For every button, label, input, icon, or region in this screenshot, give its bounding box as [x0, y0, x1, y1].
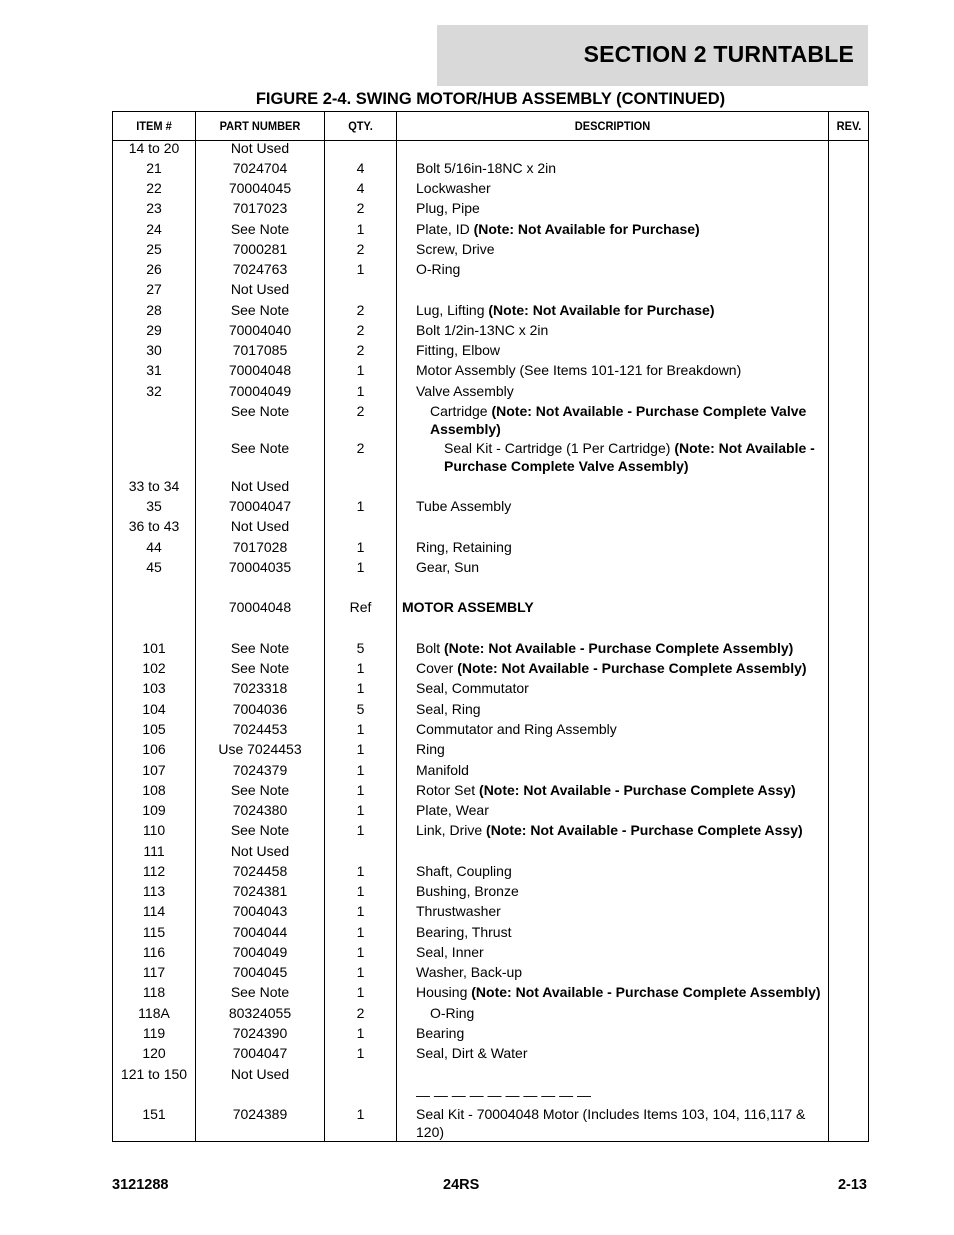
part-number: 7024453 [232, 721, 288, 737]
item-number: 110 [142, 822, 166, 838]
item-number: 105 [142, 721, 166, 737]
quantity: 1 [356, 903, 365, 919]
quantity: 1 [356, 498, 365, 514]
description-text: Ring [416, 741, 445, 757]
description-text: Lockwasher [416, 180, 491, 196]
item-number: 25 [146, 241, 162, 257]
description [416, 984, 826, 1002]
item-number: 106 [142, 741, 166, 757]
description [430, 403, 826, 438]
quantity: 1 [356, 721, 365, 737]
description [416, 1025, 826, 1043]
item-number: 108 [142, 782, 166, 798]
description-text: O-Ring [416, 261, 461, 277]
column-divider [828, 112, 829, 1141]
description [416, 180, 826, 198]
item-number: 107 [142, 762, 166, 778]
quantity: 1 [356, 362, 365, 378]
description-text: Lug, Lifting [416, 302, 489, 318]
description-text: Washer, Back-up [416, 964, 523, 980]
description-text: Seal, Commutator [416, 680, 529, 696]
part-number: 7017085 [232, 342, 288, 358]
description [416, 342, 826, 360]
description-text: Plate, Wear [416, 802, 489, 818]
quantity: 4 [356, 160, 365, 176]
description [416, 539, 826, 557]
description-text: Shaft, Coupling [416, 863, 512, 879]
part-number: 7023318 [232, 680, 288, 696]
description [416, 241, 826, 259]
description-note: (Note: Not Available - Purchase Complete Valve Assembly) [444, 440, 815, 474]
quantity: 1 [356, 782, 365, 798]
description-text: Tube Assembly [416, 498, 512, 514]
part-number: 70004047 [228, 498, 292, 514]
description-note: (Note: Not Available for Purchase) [473, 221, 700, 237]
quantity: 2 [356, 302, 365, 318]
description [416, 944, 826, 962]
quantity: 1 [356, 1106, 365, 1122]
item-number: 27 [146, 281, 162, 297]
part-number: See Note [230, 640, 290, 656]
header-part-number: PART NUMBER [219, 119, 301, 133]
quantity: 2 [356, 403, 365, 419]
quantity: 1 [356, 822, 365, 838]
quantity: 2 [356, 1005, 365, 1021]
part-number: 70004048 [228, 599, 292, 615]
part-number: 7004045 [232, 964, 288, 980]
header-description: DESCRIPTION [574, 119, 651, 133]
item-number: 104 [142, 701, 166, 717]
description [416, 302, 826, 320]
quantity: 1 [356, 924, 365, 940]
figure-title: FIGURE 2-4. SWING MOTOR/HUB ASSEMBLY (CONTINUED) [255, 90, 726, 108]
description [416, 383, 826, 401]
column-divider [396, 112, 397, 1141]
item-number: 109 [142, 802, 166, 818]
part-number: 7024390 [232, 1025, 288, 1041]
description-text: Bolt [416, 640, 445, 656]
item-number: 30 [146, 342, 162, 358]
quantity: 5 [356, 701, 365, 717]
description [416, 863, 826, 881]
description-text: Cover [416, 660, 458, 676]
item-number: 21 [146, 160, 162, 176]
item-number: 101 [142, 640, 166, 656]
description-note: (Note: Not Available - Purchase Complete Assembly) [457, 660, 807, 676]
description [416, 741, 826, 759]
description-text: Manifold [416, 762, 469, 778]
header-qty: QTY. [348, 119, 373, 133]
section-banner [437, 25, 868, 86]
description [416, 660, 826, 678]
parts-table [112, 111, 869, 1142]
item-number: 121 to 150 [120, 1066, 188, 1082]
quantity: 2 [356, 241, 365, 257]
item-number: 118A [138, 1005, 170, 1021]
description-text: Rotor Set [416, 782, 480, 798]
description-text: O-Ring [430, 1005, 475, 1021]
description [416, 822, 826, 840]
description [416, 903, 826, 921]
description-text: Cartridge [430, 403, 492, 419]
part-number: Not Used [230, 518, 290, 534]
description-text: Link, Drive [416, 822, 487, 838]
part-number: 70004040 [228, 322, 292, 338]
quantity: 1 [356, 660, 365, 676]
description [416, 261, 826, 279]
quantity: 1 [356, 1045, 365, 1061]
description-text: Bearing [416, 1025, 465, 1041]
description [416, 640, 826, 658]
description-text: Gear, Sun [416, 559, 480, 575]
quantity: 1 [356, 539, 365, 555]
part-number: 7024389 [232, 1106, 288, 1122]
part-number: Not Used [230, 478, 290, 494]
description [416, 924, 826, 942]
part-number: 7000281 [232, 241, 288, 257]
description-text: Bolt 5/16in-18NC x 2in [416, 160, 557, 176]
part-number: 7004047 [232, 1045, 288, 1061]
item-number: 116 [142, 944, 166, 960]
item-number: 26 [146, 261, 162, 277]
item-number: 23 [146, 200, 162, 216]
description [416, 883, 826, 901]
description [416, 680, 826, 698]
part-number: 7004044 [232, 924, 288, 940]
quantity: 1 [356, 261, 365, 277]
part-number: 7004043 [232, 903, 288, 919]
description-text: Ring, Retaining [416, 539, 512, 555]
header-rev: REV. [836, 119, 862, 133]
item-number: 44 [146, 539, 162, 555]
description-note: (Note: Not Available - Purchase Complete Assembly) [471, 984, 821, 1000]
header-item: ITEM # [136, 119, 172, 133]
description [416, 322, 826, 340]
description-text: Bearing, Thrust [416, 924, 512, 940]
quantity: 2 [356, 322, 365, 338]
description [444, 440, 826, 475]
description [416, 802, 826, 820]
description [416, 1045, 826, 1063]
description-text: Bolt 1/2in-13NC x 2in [416, 322, 549, 338]
description-text: Fitting, Elbow [416, 342, 501, 358]
part-number: See Note [230, 302, 290, 318]
item-number: 14 to 20 [128, 140, 180, 156]
item-number: 114 [142, 903, 166, 919]
description-text: Housing [416, 984, 472, 1000]
part-number: See Note [230, 782, 290, 798]
description [416, 200, 826, 218]
item-number: 151 [142, 1106, 166, 1122]
part-number: Not Used [230, 1066, 290, 1082]
part-number: 7024458 [232, 863, 288, 879]
description-text: Seal, Ring [416, 701, 481, 717]
part-number: Not Used [230, 843, 290, 859]
description-note: (Note: Not Available - Purchase Complete Assembly) [444, 640, 794, 656]
item-number: 31 [146, 362, 162, 378]
item-number: 113 [142, 883, 166, 899]
part-number: 80324055 [228, 1005, 292, 1021]
item-number: 33 to 34 [128, 478, 180, 494]
description [416, 1106, 826, 1141]
quantity: 1 [356, 883, 365, 899]
description-text: Thrustwasher [416, 903, 501, 919]
item-number: 117 [142, 964, 166, 980]
description-note: (Note: Not Available - Purchase Complete Assy) [486, 822, 803, 838]
part-number: 7024380 [232, 802, 288, 818]
quantity: 1 [356, 741, 365, 757]
description-note: (Note: Not Available - Purchase Complete Assy) [479, 782, 796, 798]
item-number: 28 [146, 302, 162, 318]
footer-model: 24RS [443, 1177, 480, 1193]
description [416, 964, 826, 982]
item-number: 24 [146, 221, 162, 237]
description [416, 701, 826, 719]
description [416, 721, 826, 739]
item-number: 22 [146, 180, 162, 196]
item-number: 120 [142, 1045, 166, 1061]
part-number: 7004049 [232, 944, 288, 960]
item-number: 36 to 43 [128, 518, 180, 534]
part-number: Use 7024453 [218, 741, 302, 757]
part-number: 7024381 [232, 883, 288, 899]
description [416, 559, 826, 577]
description-text: Seal, Inner [416, 944, 484, 960]
description [416, 762, 826, 780]
part-number: 70004035 [228, 559, 292, 575]
description-text: Commutator and Ring Assembly [416, 721, 617, 737]
quantity: 1 [356, 762, 365, 778]
quantity: 5 [356, 640, 365, 656]
quantity: 1 [356, 221, 365, 237]
item-number: 102 [142, 660, 166, 676]
quantity: 2 [356, 342, 365, 358]
item-number: 103 [142, 680, 166, 696]
description-text: Motor Assembly (See Items 101-121 for Breakdown) [416, 362, 742, 378]
table-header-row [113, 112, 868, 141]
part-number: See Note [230, 440, 290, 456]
quantity: 1 [356, 559, 365, 575]
quantity: Ref [349, 599, 372, 615]
description [416, 1087, 826, 1105]
description [416, 160, 826, 178]
quantity: 1 [356, 383, 365, 399]
description-text: Plug, Pipe [416, 200, 480, 216]
item-number: 119 [142, 1025, 166, 1041]
item-number: 115 [142, 924, 166, 940]
quantity: 1 [356, 863, 365, 879]
footer-publication-number: 3121288 [112, 1177, 169, 1193]
part-number: 7024704 [232, 160, 288, 176]
description-text: Valve Assembly [416, 383, 514, 399]
quantity: 1 [356, 964, 365, 980]
part-number: 7004036 [232, 701, 288, 717]
description-text: Seal Kit - 70004048 Motor (Includes Items 103, 104, 116,117 & 120) [416, 1106, 806, 1140]
part-number: 70004048 [228, 362, 292, 378]
description-note: (Note: Not Available - Purchase Complete Valve Assembly) [430, 403, 807, 437]
part-number: 7017028 [232, 539, 288, 555]
description-note: (Note: Not Available for Purchase) [488, 302, 715, 318]
item-number: 35 [146, 498, 162, 514]
part-number: 70004045 [228, 180, 292, 196]
description [430, 1005, 826, 1023]
item-number: 118 [142, 984, 166, 1000]
description-text: Screw, Drive [416, 241, 495, 257]
quantity: 1 [356, 984, 365, 1000]
description [416, 362, 826, 380]
part-number: See Note [230, 403, 290, 419]
item-number: 32 [146, 383, 162, 399]
item-number: 111 [143, 843, 165, 859]
part-number: See Note [230, 221, 290, 237]
description-text: Seal Kit - Cartridge (1 Per Cartridge) [444, 440, 675, 456]
part-number: See Note [230, 660, 290, 676]
description-text: Seal, Dirt & Water [416, 1045, 528, 1061]
description-note: MOTOR ASSEMBLY [402, 599, 534, 615]
description [416, 221, 826, 239]
quantity: 4 [356, 180, 365, 196]
part-number: Not Used [230, 140, 290, 156]
part-number: 7024379 [232, 762, 288, 778]
description-text: Bushing, Bronze [416, 883, 519, 899]
part-number: 7024763 [232, 261, 288, 277]
item-number: 29 [146, 322, 162, 338]
description [402, 599, 826, 617]
quantity: 1 [356, 944, 365, 960]
part-number: See Note [230, 984, 290, 1000]
part-number: 7017023 [232, 200, 288, 216]
description [416, 498, 826, 516]
section-title: SECTION 2 TURNTABLE [583, 41, 854, 67]
part-number: See Note [230, 822, 290, 838]
item-number: 45 [146, 559, 162, 575]
footer-page-number: 2-13 [837, 1177, 867, 1193]
quantity: 2 [356, 440, 365, 456]
part-number: Not Used [230, 281, 290, 297]
description [416, 782, 826, 800]
item-number: 112 [142, 863, 166, 879]
description-text: Plate, ID [416, 221, 474, 237]
quantity: 1 [356, 802, 365, 818]
part-number: 70004049 [228, 383, 292, 399]
quantity: 2 [356, 200, 365, 216]
quantity: 1 [356, 1025, 365, 1041]
quantity: 1 [356, 680, 365, 696]
description-text: — — — — — — — — — — [416, 1087, 592, 1103]
